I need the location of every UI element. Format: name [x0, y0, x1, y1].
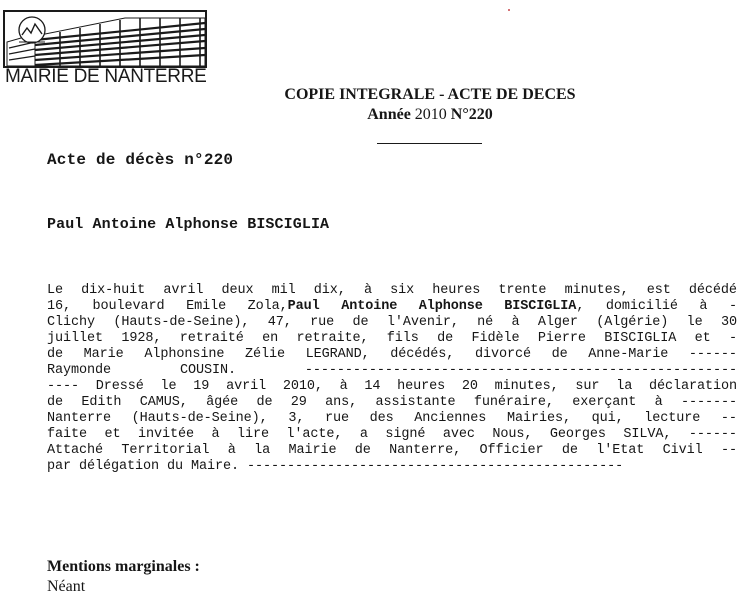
body-word-part: à: [339, 379, 348, 394]
body-word: [390, 283, 414, 299]
body-word-part: heures: [432, 283, 481, 298]
body-word: [729, 331, 737, 347]
body-word-part: boulevard: [92, 299, 165, 314]
body-word: [341, 299, 397, 315]
body-word: [81, 283, 145, 299]
body-word-part: le: [686, 315, 703, 330]
act-body-text: [47, 283, 737, 475]
body-word: [228, 443, 236, 459]
body-word-part: 2010,: [282, 379, 323, 394]
body-word-part: 20: [461, 379, 478, 394]
body-word: [596, 315, 668, 331]
body-word-part: décédés,: [390, 347, 455, 362]
body-word: [288, 443, 336, 459]
body-word: [47, 347, 63, 363]
body-word: [256, 395, 272, 411]
body-word-part: Emile: [186, 299, 227, 314]
body-line: [47, 331, 737, 347]
body-word: [644, 411, 700, 427]
body-word: [245, 347, 285, 363]
body-word: [492, 427, 532, 443]
body-word-part: 3,: [288, 411, 305, 426]
act-number: Acte de décès n°220: [47, 151, 234, 169]
body-word: [649, 379, 737, 395]
body-word: [443, 427, 475, 443]
body-word-part: 19: [193, 379, 210, 394]
body-word-part: Alphonsine: [144, 347, 225, 362]
body-word-part: Mairie: [288, 443, 337, 458]
body-word-part: avril: [163, 283, 204, 298]
body-word: [47, 283, 63, 299]
body-word-part: --: [720, 443, 737, 458]
body-word: [352, 315, 368, 331]
body-word: [360, 427, 368, 443]
document-subtitle: [250, 106, 610, 124]
body-word: [47, 379, 79, 395]
body-word-part: à: [211, 427, 220, 442]
body-word-part: à: [363, 283, 372, 298]
body-word: [291, 395, 307, 411]
body-word-part: de: [561, 443, 578, 458]
body-word: [588, 347, 668, 363]
body-line: [47, 411, 737, 427]
body-word-part: avec: [442, 427, 475, 442]
logo-text: MAIRIE DE NANTERRE: [5, 66, 207, 87]
body-word: [480, 443, 544, 459]
body-word: [180, 331, 244, 347]
body-word: [721, 443, 737, 459]
body-word-part: domicilié: [605, 299, 678, 314]
body-word-part: de: [256, 395, 273, 410]
body-line: [47, 299, 737, 315]
body-word: [186, 299, 226, 315]
body-word: [121, 443, 209, 459]
body-line: [47, 379, 737, 395]
body-word: [121, 331, 161, 347]
body-word-part: mil: [271, 283, 296, 298]
header-divider: [377, 143, 482, 144]
deceased-name: Paul Antoine Alphonse BISCIGLIA: [47, 216, 330, 233]
body-word: [681, 395, 737, 411]
body-word: [163, 283, 203, 299]
body-word-part: Marie: [83, 347, 124, 362]
body-word: [385, 427, 425, 443]
body-word: [721, 315, 737, 331]
body-word: [296, 331, 368, 347]
body-word-part: l'Etat: [596, 443, 645, 458]
body-word-part: à: [699, 299, 708, 314]
document-title: COPIE INTEGRALE - ACTE DE DECES: [284, 86, 576, 103]
body-word-part: -: [728, 331, 737, 346]
body-word: [475, 347, 531, 363]
body-word-part: Territorial: [121, 443, 210, 458]
body-word-part: âgée: [206, 395, 239, 410]
number-label: N°220: [450, 106, 493, 123]
body-word: [419, 299, 483, 315]
body-word-part: de: [352, 315, 369, 330]
body-word: [623, 427, 671, 443]
body-word: [47, 299, 71, 315]
body-word-part: Anne-Marie: [588, 347, 669, 362]
body-word: [538, 315, 578, 331]
body-word: [390, 347, 454, 363]
body-word-part: heures: [397, 379, 446, 394]
body-word: [206, 395, 238, 411]
body-word-part: ,: [576, 299, 585, 314]
body-word-part: lire: [236, 427, 269, 442]
body-word: [325, 395, 357, 411]
body-word-part: et: [694, 331, 711, 346]
body-word-part: Mairies,: [506, 411, 571, 426]
body-word-part: Zola,: [247, 299, 288, 314]
body-word: [47, 411, 111, 427]
body-word: [462, 379, 478, 395]
body-word-part: dix-huit: [81, 283, 146, 298]
body-word-part: assistante: [375, 395, 456, 410]
body-word-part: ans,: [325, 395, 358, 410]
marginal-mentions-label: Mentions marginales :: [47, 558, 200, 575]
body-word: [575, 379, 599, 395]
body-word: [695, 331, 711, 347]
year-label: Année: [367, 106, 411, 123]
body-word: [592, 411, 624, 427]
body-word: [572, 395, 636, 411]
body-word-part: a: [359, 427, 368, 442]
body-word: [596, 443, 644, 459]
body-word: [340, 379, 348, 395]
body-word: [699, 299, 707, 315]
mairie-logo: [3, 10, 208, 90]
body-word: [472, 331, 520, 347]
body-word-part: des: [369, 411, 394, 426]
body-word-part: SILVA,: [623, 427, 672, 442]
body-word-part: est: [646, 283, 671, 298]
body-word-part: de: [47, 347, 64, 362]
body-word: [47, 363, 111, 379]
body-word-part: Anciennes: [414, 411, 487, 426]
body-word: [47, 315, 95, 331]
body-word-part: en: [262, 331, 279, 346]
body-word-part: l'acte,: [286, 427, 343, 442]
body-word-part: Officier: [479, 443, 544, 458]
body-word: [226, 379, 266, 395]
body-word-part: signé: [385, 427, 426, 442]
body-word: [512, 315, 520, 331]
body-word: [325, 411, 349, 427]
body-word: [306, 347, 370, 363]
body-word: [387, 331, 419, 347]
body-word-part: funéraire,: [473, 395, 554, 410]
body-word: [538, 331, 586, 347]
body-word: [268, 315, 292, 331]
body-word: [144, 347, 224, 363]
body-word: [689, 283, 737, 299]
body-word: [237, 427, 269, 443]
body-word: [364, 379, 380, 395]
body-line: [47, 459, 737, 475]
body-word: [414, 411, 486, 427]
body-word-part: retraité: [179, 331, 244, 346]
body-word-part: rue: [310, 315, 335, 330]
body-word-bold: Antoine: [341, 299, 398, 314]
body-word-part: Alger: [537, 315, 578, 330]
body-word: [389, 443, 461, 459]
body-word-part: le: [160, 379, 177, 394]
body-word: [310, 315, 334, 331]
body-word-part: Le: [47, 283, 64, 298]
body-line: [47, 363, 737, 379]
body-word: [565, 283, 629, 299]
body-word: [93, 299, 165, 315]
body-word-part: et: [104, 427, 121, 442]
body-word: [254, 443, 270, 459]
body-word-part: qui,: [591, 411, 624, 426]
body-word-part: Clichy: [47, 315, 96, 330]
body-line: [47, 443, 737, 459]
body-word: [104, 427, 120, 443]
building-emblem: [3, 10, 207, 68]
body-word: [498, 283, 546, 299]
body-word-part: décédé: [688, 283, 737, 298]
body-word-part: de: [47, 395, 64, 410]
body-word: [474, 395, 554, 411]
body-word: [495, 379, 559, 395]
body-word: [272, 283, 296, 299]
body-word: [687, 315, 703, 331]
body-word-part: dix,: [313, 283, 346, 298]
body-word-part: ------: [688, 427, 737, 442]
body-word-bold: Paul: [287, 299, 320, 314]
body-word-part: Civil: [662, 443, 703, 458]
body-word: [140, 395, 188, 411]
body-word: [305, 363, 737, 379]
body-word: [387, 315, 459, 331]
body-word-part: 29: [290, 395, 307, 410]
body-word-part: de: [354, 443, 371, 458]
body-word-part: la: [616, 379, 633, 394]
body-word-part: minutes,: [564, 283, 629, 298]
body-word-part: Raymonde: [47, 363, 112, 378]
body-word-part: la: [254, 443, 271, 458]
body-word-part: de: [551, 347, 568, 362]
body-word: [132, 411, 268, 427]
body-word: [437, 331, 453, 347]
body-word: [221, 283, 253, 299]
body-word-part: --: [720, 411, 737, 426]
body-word: [161, 379, 177, 395]
body-word: [193, 379, 209, 395]
body-word-part: à: [227, 443, 236, 458]
body-word: [47, 443, 103, 459]
body-word-part: Nous,: [492, 427, 533, 442]
body-word: [477, 315, 493, 331]
body-word: [248, 299, 320, 315]
body-word: [647, 283, 671, 299]
body-word-part: l'Avenir,: [386, 315, 459, 330]
body-word-part: sur: [575, 379, 600, 394]
body-word-part: Georges: [549, 427, 606, 442]
body-word-part: 30: [720, 315, 737, 330]
building-icon: [5, 12, 205, 66]
body-word: [47, 395, 63, 411]
body-word: [211, 427, 219, 443]
body-word: [262, 331, 278, 347]
body-word: [507, 411, 571, 427]
body-line: [47, 347, 737, 363]
body-word-part: Attaché: [47, 443, 104, 458]
body-word: [604, 331, 676, 347]
body-word-part: Edith: [81, 395, 122, 410]
body-word-part: avril: [226, 379, 267, 394]
body-line: [47, 395, 737, 411]
body-word: [180, 363, 236, 379]
body-word-part: Nanterre,: [389, 443, 462, 458]
body-word: [314, 283, 346, 299]
body-word: [364, 283, 372, 299]
body-word: [96, 379, 144, 395]
body-word: [84, 347, 124, 363]
scan-speck: [508, 9, 510, 11]
body-word: [81, 395, 121, 411]
body-word: [504, 299, 584, 315]
body-word: [729, 299, 737, 315]
body-word: [283, 379, 323, 395]
marginal-mentions-value: Néant: [47, 578, 86, 595]
body-text-segment: par délégation du Maire. -----------------------------------------------: [47, 459, 624, 474]
body-word-part: (Hauts-de-Seine),: [113, 315, 250, 330]
body-word-part: CAMUS,: [139, 395, 188, 410]
body-line: [47, 427, 737, 443]
body-word-part: faite: [47, 427, 88, 442]
body-word-bold: BISCIGLIA: [504, 299, 577, 314]
body-word-part: COUSIN.: [179, 363, 236, 378]
body-word-part: -: [728, 299, 737, 314]
body-line: [47, 283, 737, 299]
body-word: [47, 427, 87, 443]
body-word-part: Nanterre: [47, 411, 112, 426]
body-word-part: Zélie: [244, 347, 285, 362]
body-word-part: LEGRAND,: [305, 347, 370, 362]
body-word-part: six: [390, 283, 415, 298]
body-word-part: (Hauts-de-Seine),: [131, 411, 268, 426]
body-word: [397, 379, 445, 395]
body-word-part: ------: [688, 347, 737, 362]
body-word-part: 47,: [267, 315, 292, 330]
body-word: [689, 427, 737, 443]
body-line: [47, 315, 737, 331]
body-word-part: ------------------------------------------------------: [304, 363, 737, 378]
body-word: [606, 299, 678, 315]
body-word-part: rue: [324, 411, 349, 426]
body-word-part: 16,: [47, 299, 72, 314]
body-word-part: divorcé: [474, 347, 531, 362]
body-word-part: déclaration: [648, 379, 737, 394]
body-word-part: (Algérie): [596, 315, 669, 330]
body-word-part: 14: [364, 379, 381, 394]
body-word: [138, 427, 194, 443]
body-word-part: -------: [680, 395, 737, 410]
body-word: [355, 443, 371, 459]
body-word-part: fils: [386, 331, 419, 346]
body-word: [550, 427, 606, 443]
body-word-part: exerçant: [572, 395, 637, 410]
body-word: [113, 315, 249, 331]
body-word-part: BISCIGLIA: [604, 331, 677, 346]
body-word-part: 1928,: [121, 331, 162, 346]
body-word-part: deux: [221, 283, 254, 298]
body-word-part: invitée: [137, 427, 194, 442]
body-word-part: Dressé: [95, 379, 144, 394]
body-word: [432, 283, 480, 299]
body-word-part: ----: [47, 379, 80, 394]
body-word-part: trente: [498, 283, 547, 298]
body-word: [616, 379, 632, 395]
body-word-part: de: [437, 331, 454, 346]
body-word: [562, 443, 578, 459]
body-word: [689, 347, 737, 363]
body-word: [370, 411, 394, 427]
body-word: [663, 443, 703, 459]
body-word-part: à: [654, 395, 663, 410]
body-word-part: Pierre: [537, 331, 586, 346]
body-word: [286, 427, 342, 443]
body-word-part: à: [511, 315, 520, 330]
body-word: [552, 347, 568, 363]
body-word: [47, 331, 103, 347]
body-word-part: minutes,: [494, 379, 559, 394]
body-word-part: lecture: [644, 411, 701, 426]
body-word: [376, 395, 456, 411]
body-word-part: retraite,: [296, 331, 369, 346]
year-value: 2010: [414, 106, 447, 123]
body-word-part: juillet: [47, 331, 104, 346]
body-word-part: né: [477, 315, 494, 330]
body-word-part: Fidèle: [471, 331, 520, 346]
body-word: [288, 411, 304, 427]
body-word-bold: Alphonse: [418, 299, 483, 314]
body-word: [655, 395, 663, 411]
body-word: [721, 411, 737, 427]
